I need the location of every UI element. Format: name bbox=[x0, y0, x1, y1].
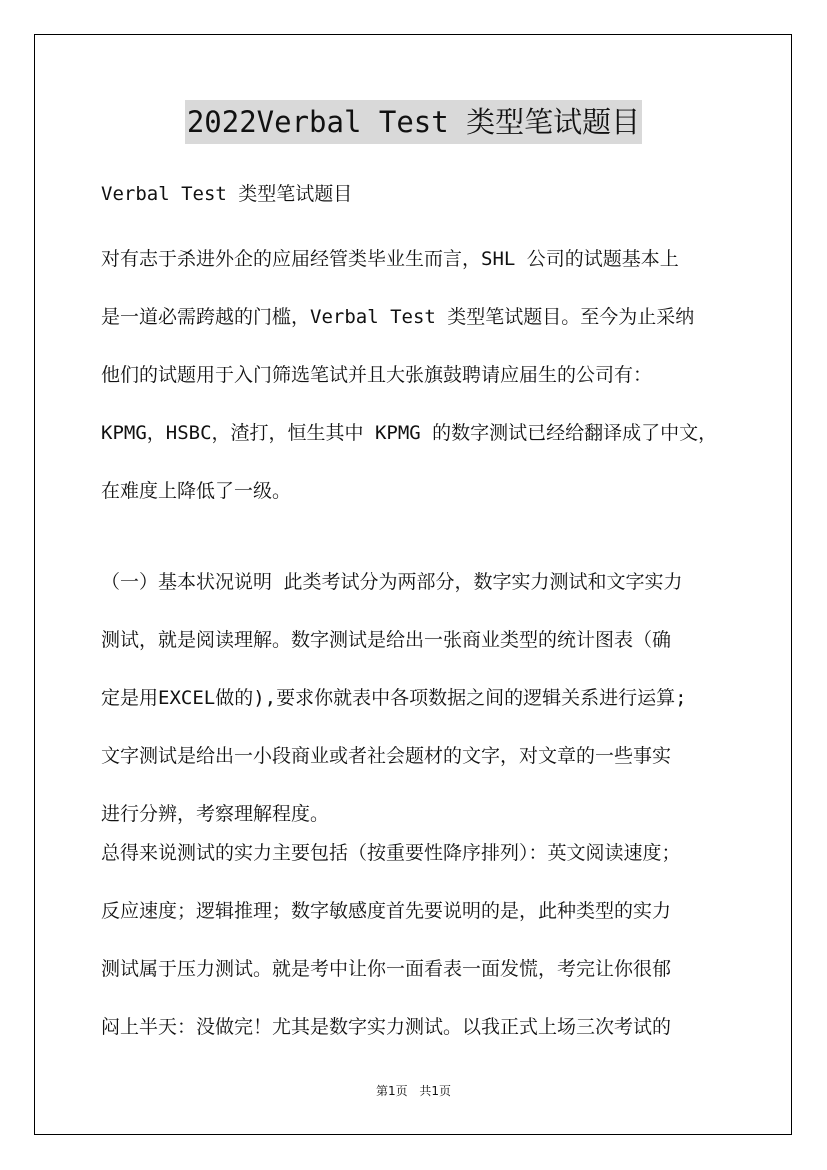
document-subtitle: Verbal Test 类型笔试题目 bbox=[101, 183, 353, 205]
paragraph-2-line: 定是用EXCEL做的),要求你就表中各项数据之间的逻辑关系进行运算; bbox=[101, 687, 687, 709]
paragraph-1-line: 对有志于杀进外企的应届经管类毕业生而言，SHL 公司的试题基本上 bbox=[101, 248, 679, 270]
paragraph-3-line: 闷上半天：没做完！尤其是数字实力测试。以我正式上场三次考试的 bbox=[101, 1016, 672, 1038]
paragraph-2 bbox=[101, 553, 741, 843]
page-footer bbox=[0, 1082, 827, 1099]
paragraph-2-line: （一）基本状况说明 此类考试分为两部分，数字实力测试和文字实力 bbox=[101, 571, 683, 593]
paragraph-2-line: 文字测试是给出一小段商业或者社会题材的文字，对文章的一些事实 bbox=[101, 745, 672, 767]
paragraph-1-line: 是一道必需跨越的门槛，Verbal Test 类型笔试题目。至今为止采纳 bbox=[101, 306, 695, 328]
page-number: 第1页 bbox=[375, 1084, 408, 1098]
paragraph-1-line: 在难度上降低了一级。 bbox=[101, 480, 292, 502]
paragraph-3-line: 总得来说测试的实力主要包括（按重要性降序排列）：英文阅读速度； bbox=[101, 842, 681, 864]
document-title: 2022Verbal Test 类型笔试题目 bbox=[185, 100, 642, 144]
paragraph-2-line: 测试，就是阅读理解。数字测试是给出一张商业类型的统计图表（确 bbox=[101, 629, 672, 651]
paragraph-3 bbox=[101, 824, 741, 1056]
paragraph-3-line: 反应速度；逻辑推理；数字敏感度首先要说明的是，此种类型的实力 bbox=[101, 900, 672, 922]
paragraph-1 bbox=[101, 230, 741, 520]
page-total: 共1页 bbox=[419, 1084, 452, 1098]
title-container bbox=[0, 100, 827, 144]
paragraph-3-line: 测试属于压力测试。就是考中让你一面看表一面发慌，考完让你很郁 bbox=[101, 958, 672, 980]
paragraph-2-line: 进行分辨，考察理解程度。 bbox=[101, 803, 330, 825]
paragraph-1-line: 他们的试题用于入门筛选笔试并且大张旗鼓聘请应届生的公司有： bbox=[101, 364, 653, 386]
paragraph-1-line: KPMG，HSBC，渣打，恒生其中 KPMG 的数字测试已经给翻译成了中文， bbox=[101, 422, 718, 444]
